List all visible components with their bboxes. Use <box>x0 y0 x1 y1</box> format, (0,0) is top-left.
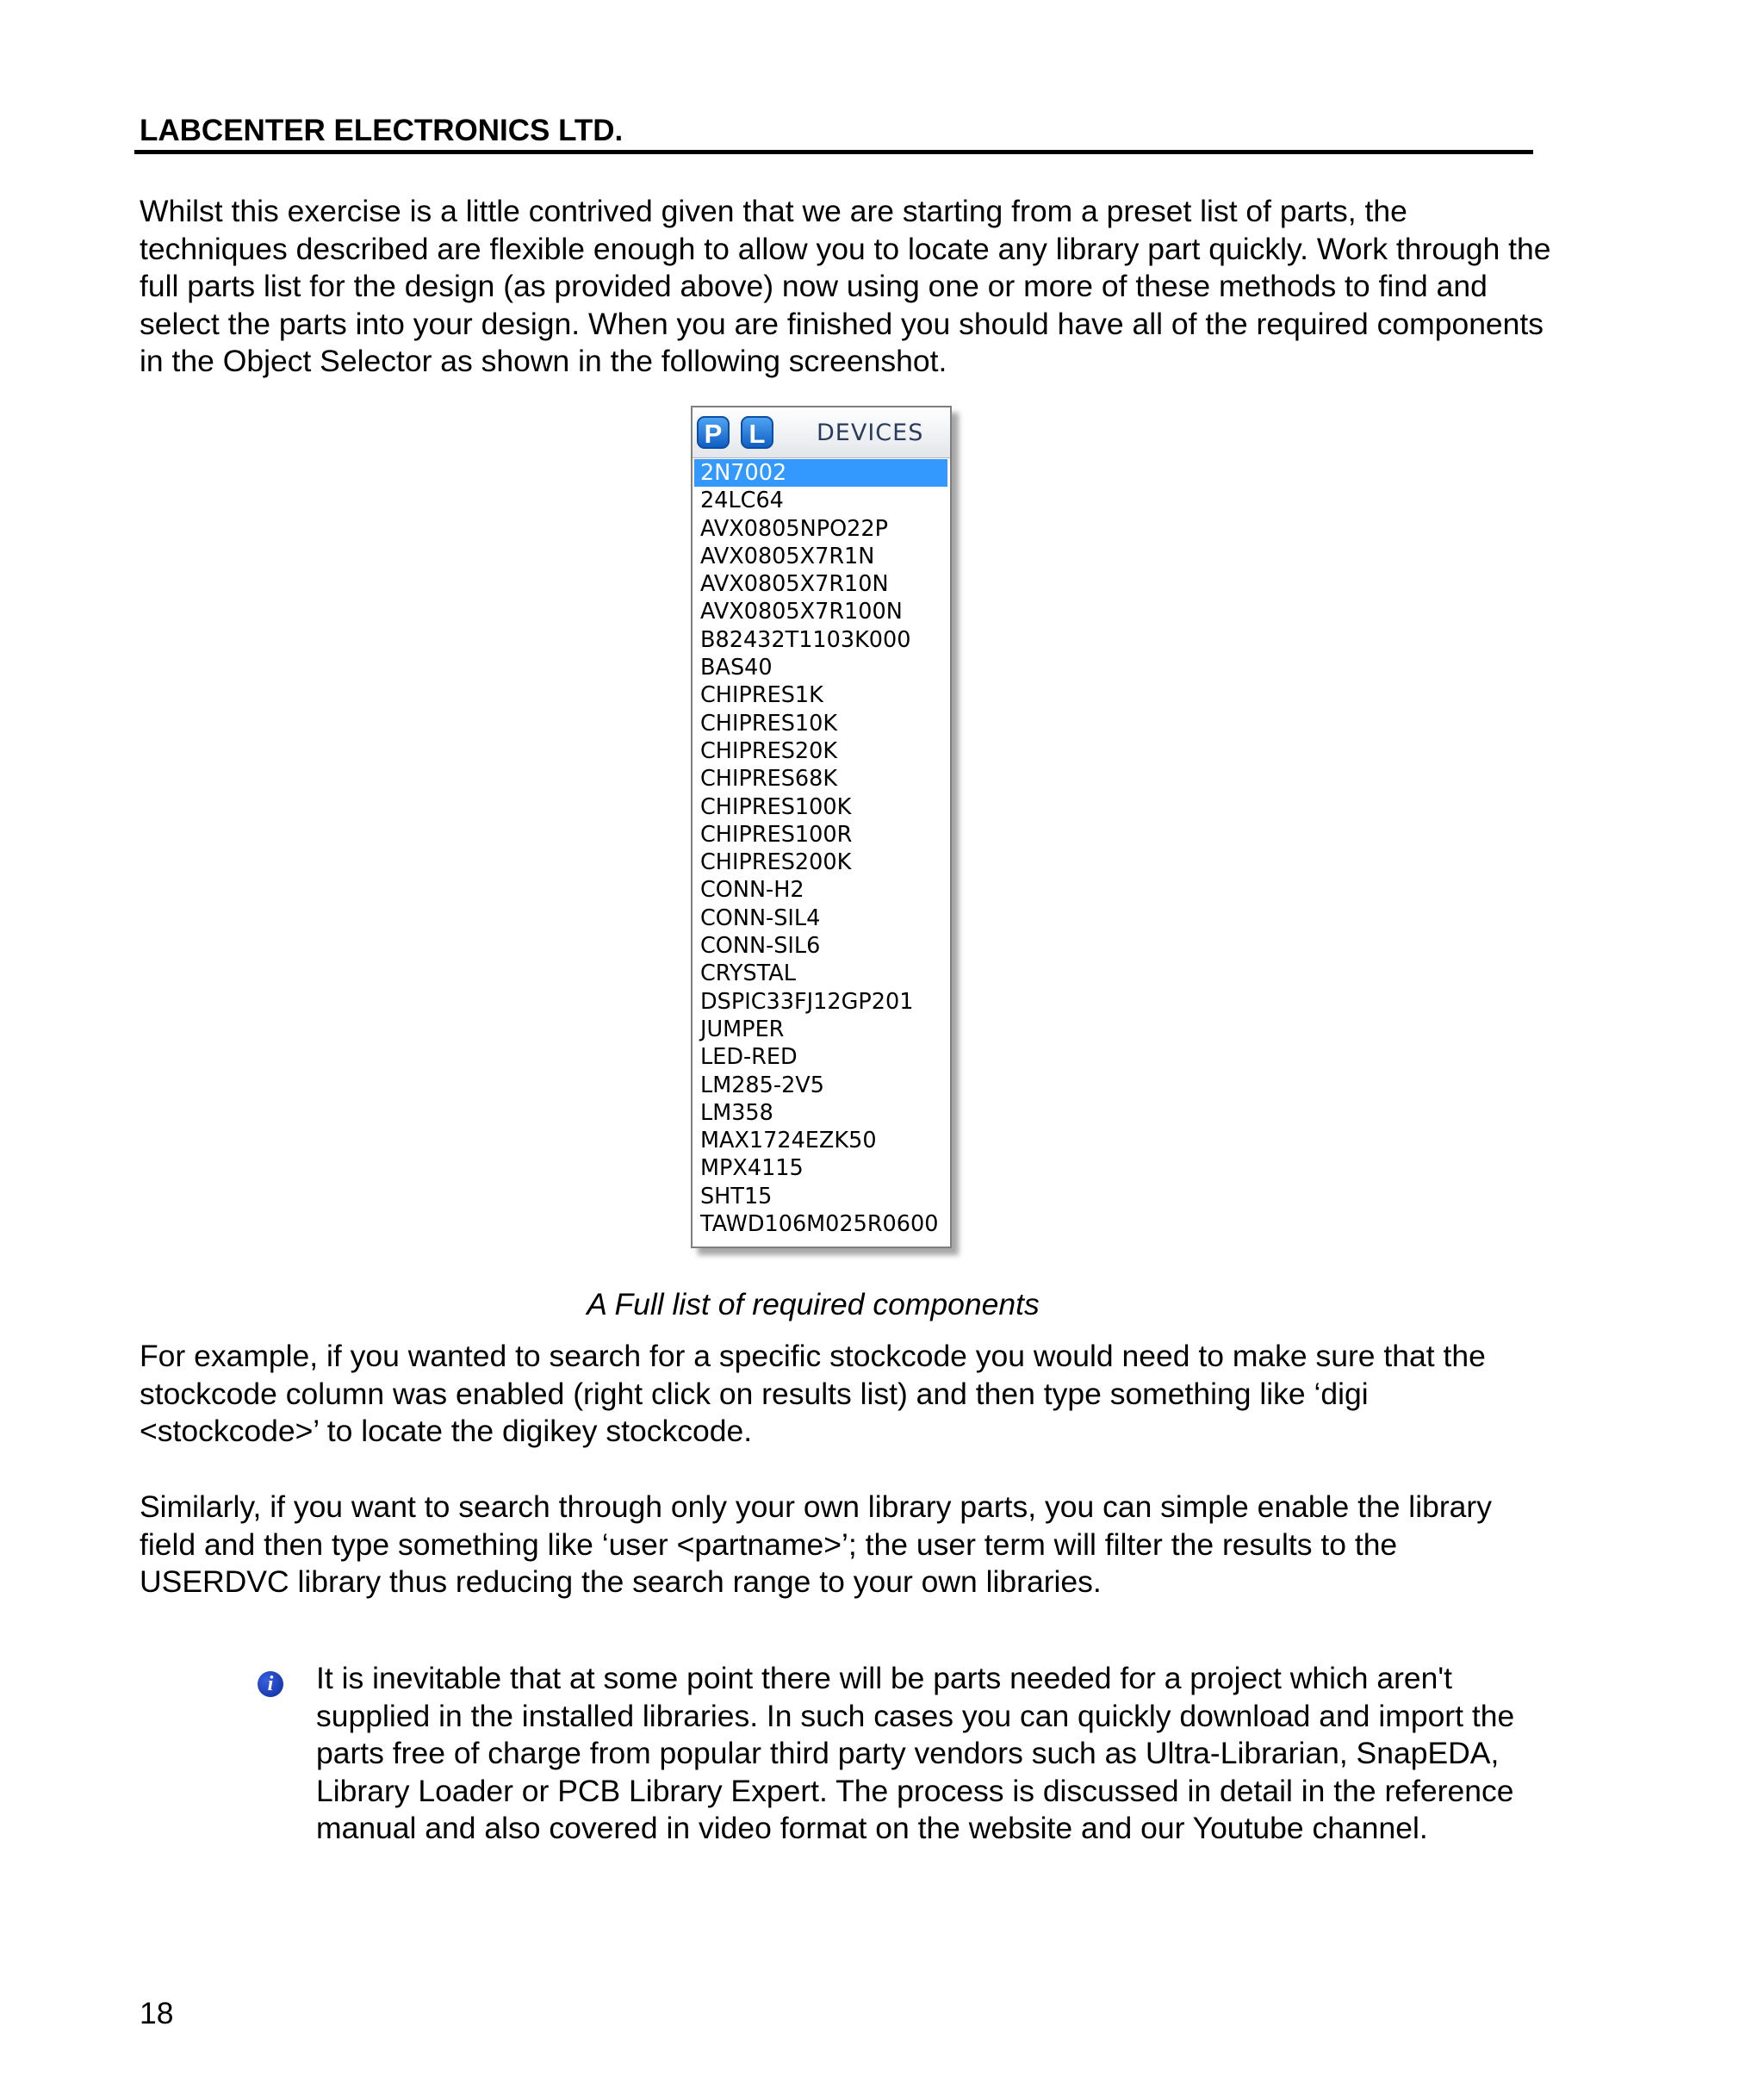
library-paragraph: Similarly, if you want to search through only your own library parts, you can simple enable the library field and then type something like ‘user <partname>’; the user term will filter the results to the USERDVC library thus reducing the search range to your own libraries. <box>140 1489 1492 1600</box>
device-list-item[interactable]: JUMPER <box>700 1016 785 1042</box>
device-list-item[interactable]: CONN-SIL6 <box>700 933 821 960</box>
device-list-item[interactable]: LM358 <box>700 1099 773 1126</box>
object-selector-screenshot <box>691 406 952 1248</box>
device-list-item[interactable]: CONN-H2 <box>700 877 804 904</box>
device-list-item[interactable]: DSPIC33FJ12GP201 <box>700 988 914 1015</box>
device-list-item[interactable]: AVX0805X7R10N <box>700 571 889 598</box>
info-icon: i <box>258 1671 283 1697</box>
device-list-item[interactable]: TAWD106M025R0600 <box>700 1211 939 1238</box>
stockcode-paragraph: For example, if you wanted to search for a specific stockcode you would need to make sure that the stockcode column was enabled (right click on results list) and then type something like ‘digi <stockcode>’ to locate the digikey stockcode. <box>140 1339 1486 1449</box>
device-list-item[interactable]: AVX0805X7R1N <box>700 543 875 569</box>
company-name: LABCENTER ELECTRONICS LTD. <box>140 114 624 147</box>
device-list-item[interactable]: CRYSTAL <box>700 961 796 987</box>
page-number: 18 <box>140 1996 174 2030</box>
selector-title: DEVICES <box>817 420 924 446</box>
device-list-item[interactable]: B82432T1103K000 <box>700 626 911 653</box>
device-list-item[interactable]: MAX1724EZK50 <box>700 1128 877 1154</box>
device-list-item[interactable]: AVX0805X7R100N <box>700 599 903 625</box>
document-header <box>134 107 1533 154</box>
figure-caption: A Full list of required components <box>587 1287 1040 1321</box>
object-selector-header <box>693 407 950 458</box>
device-list-item[interactable]: CHIPRES20K <box>700 737 838 764</box>
device-list-item[interactable]: 2N7002 <box>694 459 947 487</box>
note-paragraph: It is inevitable that at some point there will be parts needed for a project which aren't supplied in the installed libraries. In such cases you can quickly download and import the parts free of charge from popular third party vendors such as Ultra-Librarian, SnapEDA, Library Loader or PCB Library Expert. The process is discussed in detail in the reference manual and also covered in video format on the website and our Youtube channel. <box>316 1661 1515 1846</box>
device-list-item[interactable]: MPX4115 <box>700 1155 804 1182</box>
device-list-item[interactable]: BAS40 <box>700 655 773 681</box>
device-list-item[interactable]: CHIPRES10K <box>700 710 838 737</box>
device-list-item[interactable]: AVX0805NPO22P <box>700 515 888 542</box>
device-list-item[interactable]: CHIPRES200K <box>700 849 852 876</box>
device-list-item[interactable]: CHIPRES1K <box>700 682 823 709</box>
library-manager-button[interactable]: L <box>741 416 773 449</box>
device-list-item[interactable]: CHIPRES100K <box>700 793 852 820</box>
device-list-item[interactable]: LM285-2V5 <box>700 1072 824 1098</box>
device-list-item[interactable]: CHIPRES68K <box>700 766 838 793</box>
device-list-item[interactable]: CONN-SIL4 <box>700 905 821 931</box>
device-list-item[interactable]: SHT15 <box>700 1183 773 1209</box>
pick-parts-button[interactable]: P <box>697 416 730 449</box>
device-list-item[interactable]: CHIPRES100R <box>700 821 853 848</box>
device-list[interactable] <box>693 459 950 1238</box>
device-list-item[interactable]: 24LC64 <box>700 488 784 514</box>
device-list-item[interactable]: LED-RED <box>700 1044 798 1071</box>
intro-paragraph: Whilst this exercise is a little contrived given that we are starting from a preset list of parts, the techniques described are flexible enough to allow you to locate any library part quickly. Work through the full parts list for the design (as provided above) now using one or more of these methods to find and select the parts into your design. When you are finished you should have all of the required components in the Object Selector as shown in the following screenshot. <box>140 194 1551 379</box>
